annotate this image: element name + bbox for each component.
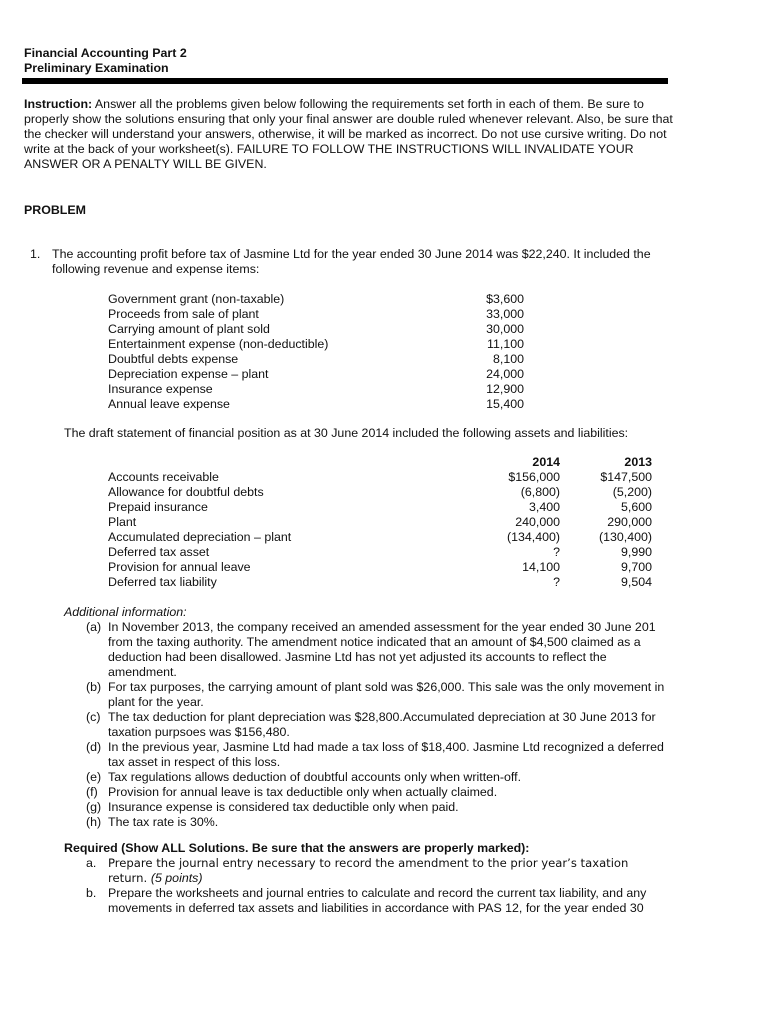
item-marker: b.: [86, 886, 97, 900]
item-value: 30,000: [486, 322, 524, 336]
exam-title: Preliminary Examination: [24, 61, 169, 75]
table-row: [108, 292, 524, 307]
item-text: Insurance expense is considered tax deductible only when paid.: [108, 800, 459, 814]
row-label: Allowance for doubtful debts: [108, 485, 264, 499]
table-row: [108, 575, 652, 590]
table-row: [108, 367, 524, 382]
item-value: 15,400: [486, 397, 524, 411]
row-label: Provision for annual leave: [108, 560, 251, 574]
list-item: [86, 770, 672, 785]
item-value: 11,100: [487, 337, 524, 351]
value-2013: (5,200): [612, 485, 652, 499]
item-marker: (b): [86, 680, 102, 694]
value-2014: 3,400: [528, 500, 560, 514]
value-2013: 5,600: [620, 500, 652, 514]
column-header-2014: 2014: [532, 455, 560, 469]
table-header-row: [108, 455, 652, 470]
table-row: [108, 322, 524, 337]
item-label: Government grant (non-taxable): [108, 292, 285, 306]
item-label: Proceeds from sale of plant: [108, 307, 259, 321]
value-2014: $156,000: [508, 470, 560, 484]
item-value: 12,900: [486, 382, 524, 396]
additional-info-list: [86, 620, 672, 830]
table-row: [108, 382, 524, 397]
value-2014: ?: [553, 575, 560, 589]
item-marker: (c): [86, 710, 101, 724]
row-label: Deferred tax asset: [108, 545, 210, 559]
item-value: $3,600: [486, 292, 524, 306]
item-text: In November 2013, the company received an amended assessment for the year ended 30 June 201 from the taxing authority. The amendment notice indicated that an amount of $4,500 claimed as a deduction had been disallowed. Jasmine Ltd has not yet adjusted its accounts to reflect the amendment.: [108, 620, 656, 679]
table-row: [108, 515, 652, 530]
table-row: [108, 545, 652, 560]
value-2014: (134,400): [506, 530, 560, 544]
item-label: Annual leave expense: [108, 397, 230, 411]
table-row: [108, 307, 524, 322]
instruction-label: Instruction:: [24, 97, 93, 111]
item-marker: (d): [86, 740, 102, 754]
list-item: [86, 710, 672, 740]
value-2013: $147,500: [600, 470, 652, 484]
item-value: 8,100: [492, 352, 524, 366]
value-2014: 14,100: [522, 560, 560, 574]
table-row: [108, 352, 524, 367]
column-header-2013: 2013: [624, 455, 652, 469]
item-marker: (g): [86, 800, 102, 814]
row-label: Plant: [108, 515, 137, 529]
value-2013: 290,000: [607, 515, 652, 529]
balance-sheet-table: [108, 455, 652, 590]
required-list: [86, 856, 670, 916]
draft-intro: The draft statement of financial position as at 30 June 2014 included the following assets and liabilities:: [64, 426, 629, 440]
item-text: In the previous year, Jasmine Ltd had made a tax loss of $18,400. Jasmine Ltd recognized a deferred tax asset in respect of this loss.: [108, 740, 664, 769]
instruction-block: [24, 97, 674, 172]
list-item: [86, 680, 672, 710]
question-intro: The accounting profit before tax of Jasmine Ltd for the year ended 30 June 2014 was $22,240. It included the following revenue and expense items:: [52, 247, 651, 276]
row-label: Accounts receivable: [108, 470, 219, 484]
item-text: Prepare the worksheets and journal entries to calculate and record the current tax liability, and any movements in deferred tax assets and liabilities in accordance with PAS 12, for the year ended 30: [108, 886, 647, 915]
item-marker: a.: [86, 856, 97, 870]
list-item: [86, 785, 672, 800]
value-2013: 9,700: [620, 560, 652, 574]
list-item: [86, 800, 672, 815]
list-item: [86, 620, 672, 680]
item-label: Insurance expense: [108, 382, 213, 396]
item-label: Doubtful debts expense: [108, 352, 239, 366]
table-row: [108, 485, 652, 500]
table-row: [108, 560, 652, 575]
document-header: [24, 46, 187, 76]
value-2013: 9,990: [620, 545, 652, 559]
value-2014: 240,000: [515, 515, 560, 529]
item-points: (5 points): [150, 871, 203, 885]
item-value: 24,000: [486, 367, 524, 381]
item-text: The tax deduction for plant depreciation was $28,800.Accumulated depreciation at 30 June 2013 for taxation purpsoes was $156,480.: [108, 710, 656, 739]
table-row: [108, 500, 652, 515]
item-text: For tax purposes, the carrying amount of plant sold was $26,000. This sale was the only movement in plant for the year.: [108, 680, 665, 709]
problem-heading: PROBLEM: [24, 203, 86, 217]
row-label: Accumulated depreciation – plant: [108, 530, 292, 544]
item-marker: (f): [86, 785, 98, 799]
value-2014: (6,800): [520, 485, 560, 499]
table-row: [108, 337, 524, 352]
additional-info-label: Additional information:: [64, 605, 187, 619]
instruction-text: Answer all the problems given below following the requirements set forth in each of them. Be sure to properly show the solutions ensuring that only your final answer are double ruled whenever relevant. Also, be sure that the checker will understand your answers, otherwise, it will be marked as incorrect. Do not use cursive writing. Do not write at the back of your worksheet(s). FAILURE TO FOLLOW THE INSTRUCTIONS WILL INVALIDATE YOUR ANSWER OR A PENALTY WILL BE GIVEN.: [24, 97, 673, 171]
list-item: [86, 856, 670, 886]
header-rule: [22, 78, 668, 84]
course-title: Financial Accounting Part 2: [24, 46, 187, 60]
value-2013: (130,400): [598, 530, 652, 544]
question-number: 1.: [30, 247, 41, 261]
income-items-table: [108, 292, 524, 412]
item-label: Carrying amount of plant sold: [108, 322, 270, 336]
item-text: Prepare the journal entry necessary to record the amendment to the prior year’s taxation return.: [108, 856, 629, 885]
item-marker: (h): [86, 815, 102, 829]
value-2014: ?: [553, 545, 560, 559]
item-label: Depreciation expense – plant: [108, 367, 269, 381]
item-label: Entertainment expense (non-deductible): [108, 337, 329, 351]
item-value: 33,000: [486, 307, 524, 321]
item-text: The tax rate is 30%.: [108, 815, 219, 829]
item-marker: (a): [86, 620, 102, 634]
list-item: [86, 815, 672, 830]
required-heading: Required (Show ALL Solutions. Be sure that the answers are properly marked):: [64, 841, 530, 855]
item-text: Tax regulations allows deduction of doubtful accounts only when written-off.: [108, 770, 522, 784]
item-text: Provision for annual leave is tax deductible only when actually claimed.: [108, 785, 498, 799]
table-row: [108, 470, 652, 485]
question-1: [30, 247, 670, 277]
row-label: Prepaid insurance: [108, 500, 208, 514]
item-marker: (e): [86, 770, 102, 784]
table-row: [108, 397, 524, 412]
value-2013: 9,504: [620, 575, 652, 589]
list-item: [86, 886, 670, 916]
row-label: Deferred tax liability: [108, 575, 217, 589]
table-row: [108, 530, 652, 545]
list-item: [86, 740, 672, 770]
